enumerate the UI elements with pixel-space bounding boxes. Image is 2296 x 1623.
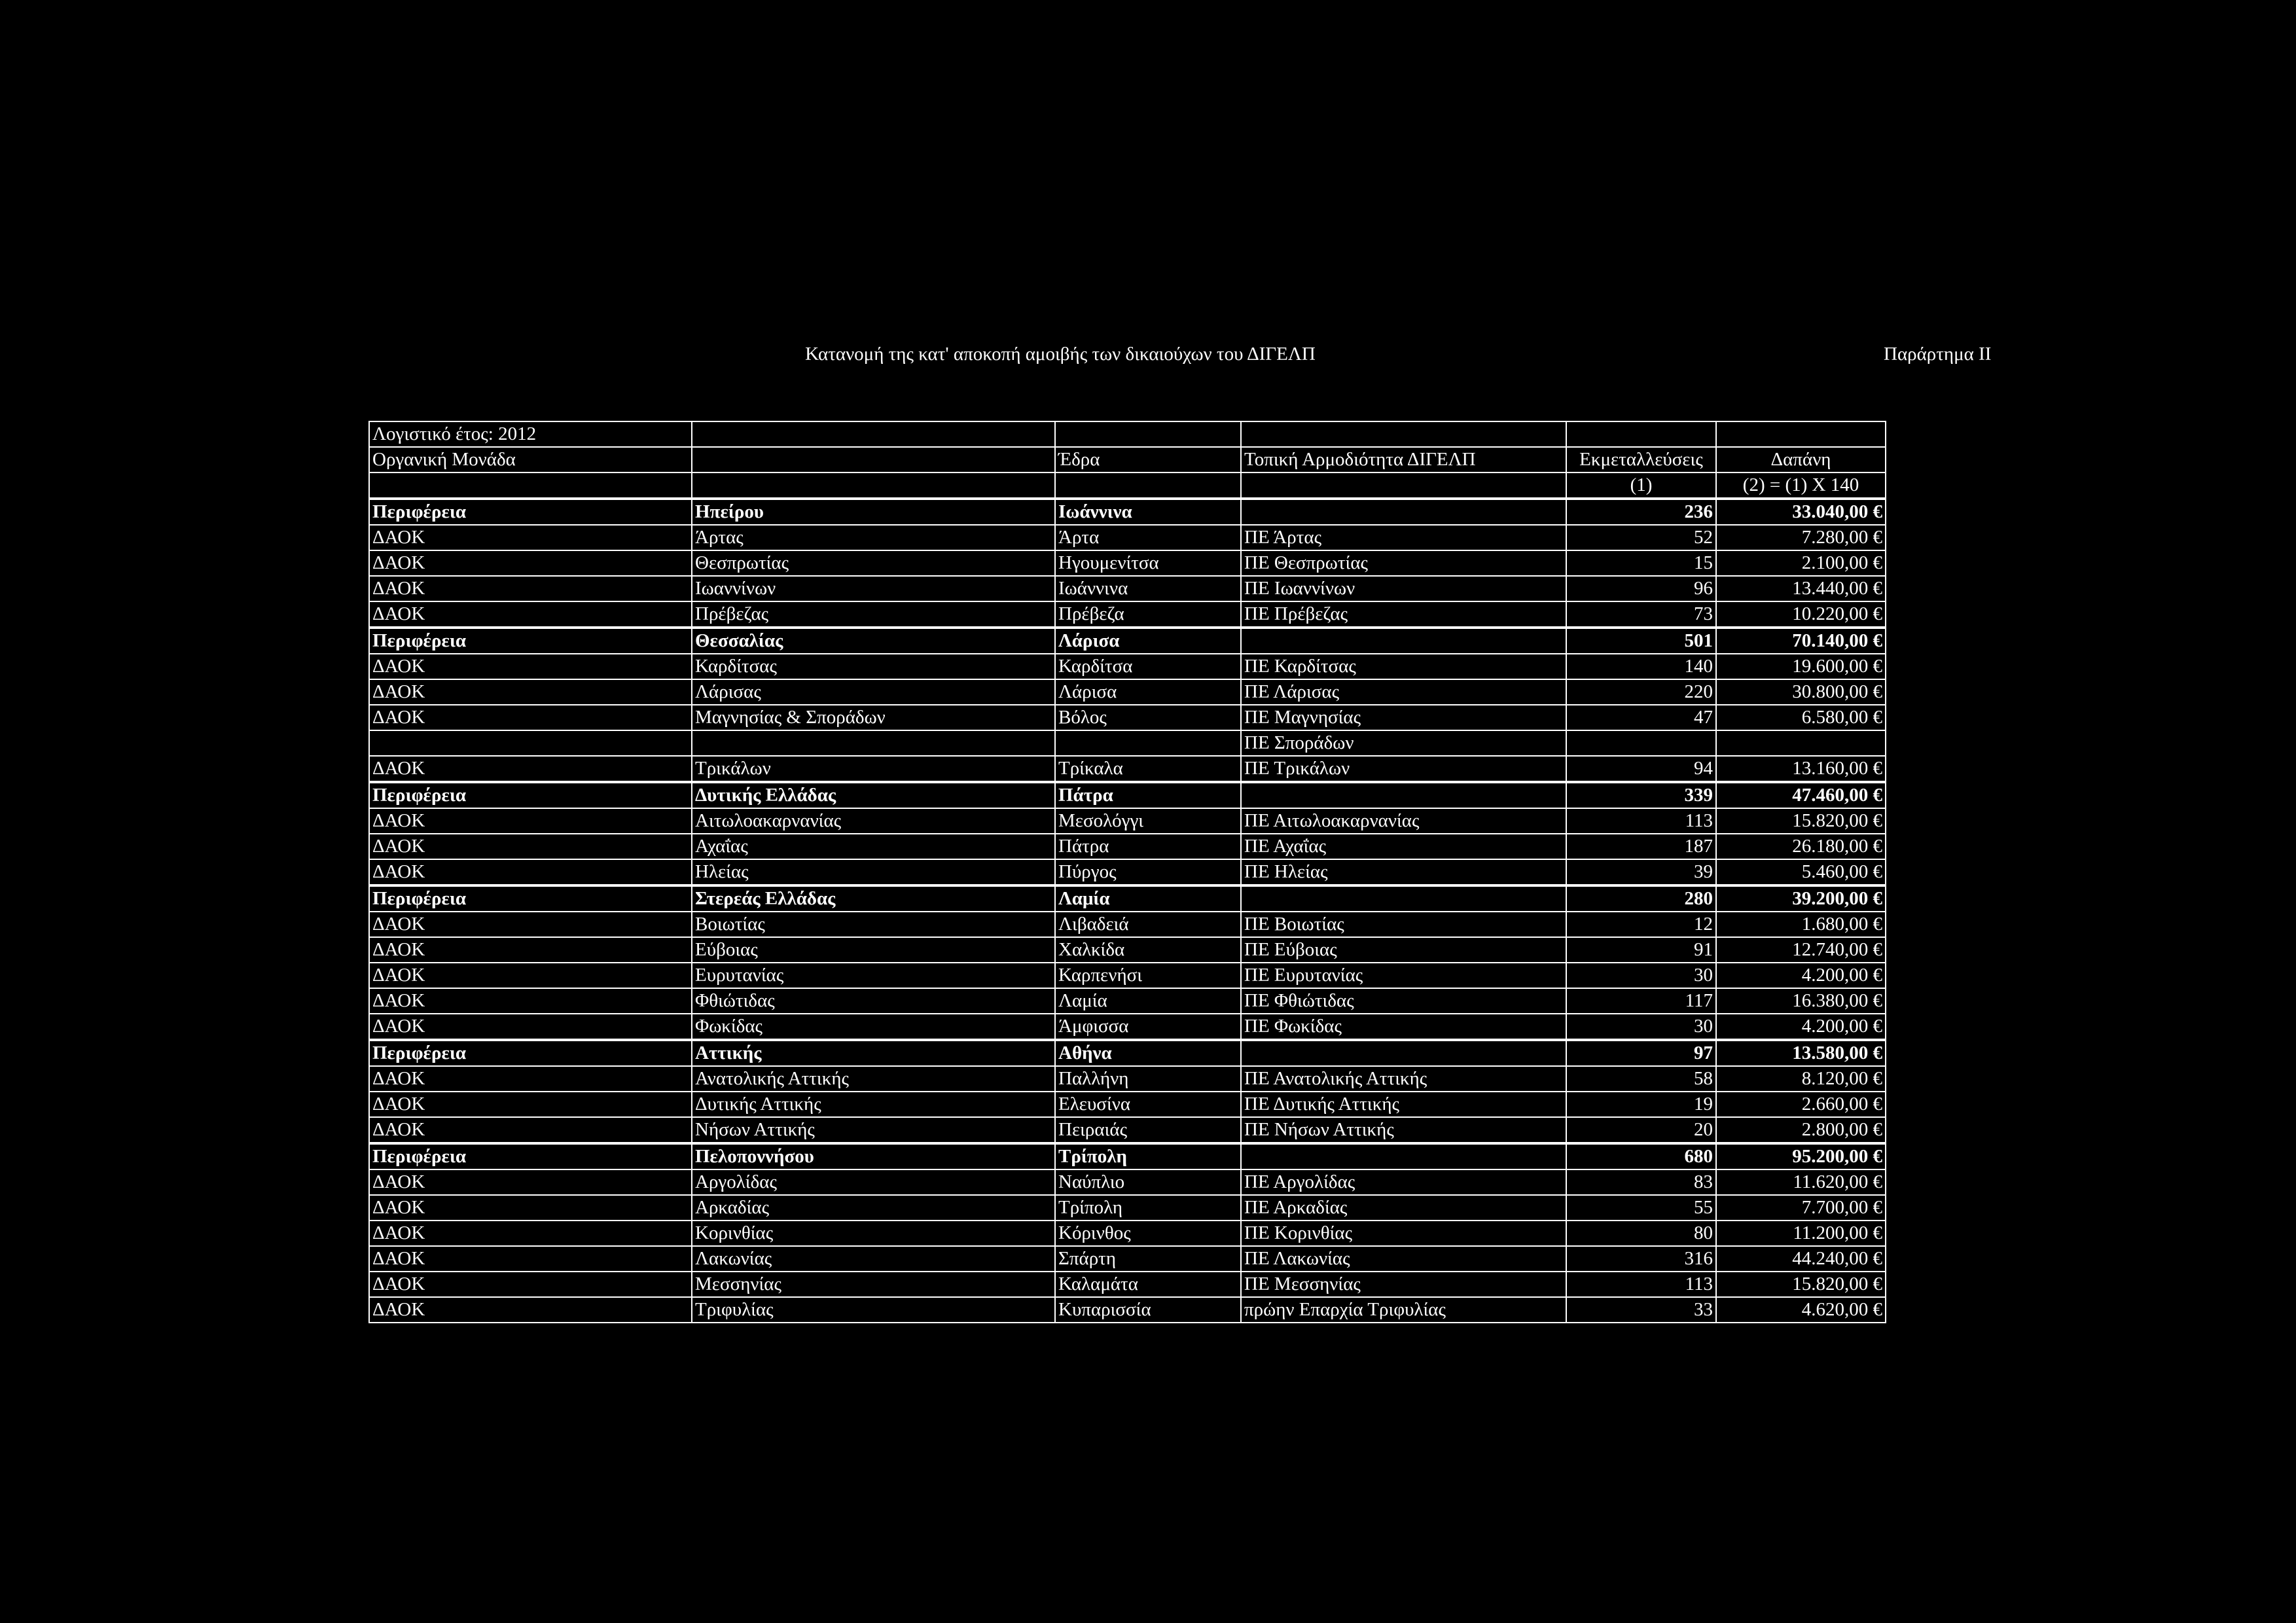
table-row (369, 576, 1886, 601)
seat-cell: Καρπενήσι (1055, 963, 1241, 988)
unit-cell: ΔΑΟΚ (369, 937, 692, 963)
unit-cell: ΔΑΟΚ (369, 1246, 692, 1272)
cost-cell: 10.220,00 € (1716, 601, 1886, 628)
header-cell: Εκμεταλλεύσεις (1566, 447, 1716, 473)
jurisdiction-cell: ΠΕ Ανατολικής Αττικής (1241, 1066, 1566, 1092)
seat-cell: Ελευσίνα (1055, 1092, 1241, 1117)
header-cell (692, 421, 1055, 447)
seat-cell: Μεσολόγγι (1055, 808, 1241, 834)
cost-cell: 19.600,00 € (1716, 654, 1886, 679)
table-row (369, 601, 1886, 628)
name-cell: Τριφυλίας (692, 1297, 1055, 1323)
table-row (369, 679, 1886, 705)
seat-cell: Βόλος (1055, 705, 1241, 730)
seat-cell: Κόρινθος (1055, 1221, 1241, 1246)
name-cell: Μεσσηνίας (692, 1272, 1055, 1297)
header-cell: Οργανική Μονάδα (369, 447, 692, 473)
name-cell: Φθιώτιδας (692, 988, 1055, 1014)
table-row (369, 525, 1886, 550)
header-cell: Έδρα (1055, 447, 1241, 473)
name-cell: Καρδίτσας (692, 654, 1055, 679)
header-cell (1241, 473, 1566, 499)
cost-cell: 95.200,00 € (1716, 1143, 1886, 1169)
table-row (369, 1297, 1886, 1323)
unit-cell (369, 730, 692, 756)
cost-cell: 47.460,00 € (1716, 782, 1886, 808)
table-row (369, 1169, 1886, 1195)
jurisdiction-cell: ΠΕ Αιτωλοακαρνανίας (1241, 808, 1566, 834)
holdings-cell: 140 (1566, 654, 1716, 679)
jurisdiction-cell: ΠΕ Λακωνίας (1241, 1246, 1566, 1272)
holdings-cell: 39 (1566, 859, 1716, 885)
cost-cell: 11.620,00 € (1716, 1169, 1886, 1195)
cost-cell: 4.620,00 € (1716, 1297, 1886, 1323)
name-cell: Λάρισας (692, 679, 1055, 705)
name-cell: Ανατολικής Αττικής (692, 1066, 1055, 1092)
holdings-cell: 30 (1566, 963, 1716, 988)
jurisdiction-cell: ΠΕ Αχαΐας (1241, 834, 1566, 859)
jurisdiction-cell: ΠΕ Ηλείας (1241, 859, 1566, 885)
jurisdiction-cell: ΠΕ Λάρισας (1241, 679, 1566, 705)
jurisdiction-cell: ΠΕ Μαγνησίας (1241, 705, 1566, 730)
unit-cell: ΔΑΟΚ (369, 1297, 692, 1323)
cost-cell: 15.820,00 € (1716, 1272, 1886, 1297)
holdings-cell: 73 (1566, 601, 1716, 628)
jurisdiction-cell: ΠΕ Αργολίδας (1241, 1169, 1566, 1195)
name-cell: Λακωνίας (692, 1246, 1055, 1272)
holdings-cell: 52 (1566, 525, 1716, 550)
cost-cell: 16.380,00 € (1716, 988, 1886, 1014)
cost-cell: 4.200,00 € (1716, 963, 1886, 988)
cost-cell: 1.680,00 € (1716, 912, 1886, 937)
jurisdiction-cell: ΠΕ Τρικάλων (1241, 756, 1566, 782)
unit-cell: ΔΑΟΚ (369, 1169, 692, 1195)
holdings-cell: 33 (1566, 1297, 1716, 1323)
unit-cell: ΔΑΟΚ (369, 705, 692, 730)
table-row (369, 859, 1886, 885)
allocation-table (368, 421, 1886, 1323)
jurisdiction-cell: ΠΕ Ευρυτανίας (1241, 963, 1566, 988)
seat-cell: Κυπαρισσία (1055, 1297, 1241, 1323)
seat-cell: Άμφισσα (1055, 1014, 1241, 1040)
cost-cell: 13.440,00 € (1716, 576, 1886, 601)
table-row (369, 834, 1886, 859)
cost-cell: 5.460,00 € (1716, 859, 1886, 885)
table-row (369, 1092, 1886, 1117)
header-cell: (2) = (1) Χ 140 (1716, 473, 1886, 499)
name-cell: Φωκίδας (692, 1014, 1055, 1040)
holdings-cell: 113 (1566, 1272, 1716, 1297)
unit-cell: ΔΑΟΚ (369, 1066, 692, 1092)
holdings-cell: 12 (1566, 912, 1716, 937)
unit-cell: ΔΑΟΚ (369, 1272, 692, 1297)
seat-cell: Πύργος (1055, 859, 1241, 885)
holdings-cell: 15 (1566, 550, 1716, 576)
name-cell: Ηπείρου (692, 499, 1055, 525)
name-cell: Αττικής (692, 1040, 1055, 1066)
holdings-cell: 187 (1566, 834, 1716, 859)
jurisdiction-cell (1241, 885, 1566, 912)
name-cell: Θεσσαλίας (692, 628, 1055, 654)
unit-cell: ΔΑΟΚ (369, 550, 692, 576)
name-cell: Ιωαννίνων (692, 576, 1055, 601)
unit-cell: Περιφέρεια (369, 885, 692, 912)
seat-cell: Άρτα (1055, 525, 1241, 550)
unit-cell: Περιφέρεια (369, 782, 692, 808)
holdings-cell: 94 (1566, 756, 1716, 782)
seat-cell: Λαμία (1055, 885, 1241, 912)
unit-cell: ΔΑΟΚ (369, 576, 692, 601)
header-cell: Τοπική Αρμοδιότητα ΔΙΓΕΛΠ (1241, 447, 1566, 473)
unit-cell: ΔΑΟΚ (369, 1195, 692, 1221)
seat-cell: Παλλήνη (1055, 1066, 1241, 1092)
unit-cell: ΔΑΟΚ (369, 912, 692, 937)
region-row (369, 1143, 1886, 1169)
table-row (369, 730, 1886, 756)
cost-cell: 8.120,00 € (1716, 1066, 1886, 1092)
cost-cell: 15.820,00 € (1716, 808, 1886, 834)
jurisdiction-cell: ΠΕ Ιωαννίνων (1241, 576, 1566, 601)
seat-cell: Καλαμάτα (1055, 1272, 1241, 1297)
region-row (369, 782, 1886, 808)
holdings-cell: 80 (1566, 1221, 1716, 1246)
table-row (369, 912, 1886, 937)
seat-cell: Λάρισα (1055, 679, 1241, 705)
name-cell: Πρέβεζας (692, 601, 1055, 628)
unit-cell: ΔΑΟΚ (369, 808, 692, 834)
holdings-cell: 680 (1566, 1143, 1716, 1169)
table-row (369, 808, 1886, 834)
cost-cell: 7.280,00 € (1716, 525, 1886, 550)
unit-cell: ΔΑΟΚ (369, 963, 692, 988)
holdings-cell: 236 (1566, 499, 1716, 525)
unit-cell: ΔΑΟΚ (369, 859, 692, 885)
jurisdiction-cell: ΠΕ Μεσσηνίας (1241, 1272, 1566, 1297)
unit-cell: ΔΑΟΚ (369, 654, 692, 679)
table-row (369, 1066, 1886, 1092)
jurisdiction-cell (1241, 499, 1566, 525)
unit-cell: ΔΑΟΚ (369, 988, 692, 1014)
seat-cell: Ιωάννινα (1055, 499, 1241, 525)
name-cell: Στερεάς Ελλάδας (692, 885, 1055, 912)
holdings-cell: 316 (1566, 1246, 1716, 1272)
unit-cell: ΔΑΟΚ (369, 1117, 692, 1143)
cost-cell: 39.200,00 € (1716, 885, 1886, 912)
table-row (369, 1221, 1886, 1246)
jurisdiction-cell: πρώην Επαρχία Τριφυλίας (1241, 1297, 1566, 1323)
jurisdiction-cell: ΠΕ Θεσπρωτίας (1241, 550, 1566, 576)
region-row (369, 499, 1886, 525)
jurisdiction-cell: ΠΕ Πρέβεζας (1241, 601, 1566, 628)
unit-cell: ΔΑΟΚ (369, 1092, 692, 1117)
holdings-cell: 280 (1566, 885, 1716, 912)
cost-cell: 26.180,00 € (1716, 834, 1886, 859)
table-body (369, 421, 1886, 1323)
table-row (369, 1272, 1886, 1297)
name-cell: Ευρυτανίας (692, 963, 1055, 988)
table-row (369, 1014, 1886, 1040)
jurisdiction-cell: ΠΕ Καρδίτσας (1241, 654, 1566, 679)
header-cell (1566, 421, 1716, 447)
header-cell (692, 473, 1055, 499)
table-row (369, 756, 1886, 782)
annex-label: Παράρτημα ΙΙ (1884, 344, 1992, 365)
cost-cell: 13.580,00 € (1716, 1040, 1886, 1066)
seat-cell: Ηγουμενίτσα (1055, 550, 1241, 576)
unit-cell: ΔΑΟΚ (369, 1014, 692, 1040)
jurisdiction-cell: ΠΕ Βοιωτίας (1241, 912, 1566, 937)
region-row (369, 885, 1886, 912)
name-cell: Αχαΐας (692, 834, 1055, 859)
cost-cell: 33.040,00 € (1716, 499, 1886, 525)
document-title: Κατανομή της κατ' αποκοπή αμοιβής των δικαιούχων του ΔΙΓΕΛΠ (805, 344, 1316, 365)
holdings-cell: 220 (1566, 679, 1716, 705)
seat-cell: Ναύπλιο (1055, 1169, 1241, 1195)
jurisdiction-cell: ΠΕ Κορινθίας (1241, 1221, 1566, 1246)
seat-cell: Τρίπολη (1055, 1195, 1241, 1221)
header-cell (1716, 421, 1886, 447)
unit-cell: Περιφέρεια (369, 1143, 692, 1169)
region-row (369, 628, 1886, 654)
jurisdiction-cell: ΠΕ Φθιώτιδας (1241, 988, 1566, 1014)
name-cell: Αργολίδας (692, 1169, 1055, 1195)
seat-cell: Ιωάννινα (1055, 576, 1241, 601)
holdings-cell: 97 (1566, 1040, 1716, 1066)
holdings-cell: 30 (1566, 1014, 1716, 1040)
header-cell: Λογιστικό έτος: 2012 (369, 421, 692, 447)
jurisdiction-cell: ΠΕ Εύβοιας (1241, 937, 1566, 963)
cost-cell: 70.140,00 € (1716, 628, 1886, 654)
header-row (369, 473, 1886, 499)
cost-cell: 6.580,00 € (1716, 705, 1886, 730)
name-cell: Αιτωλοακαρνανίας (692, 808, 1055, 834)
holdings-cell: 96 (1566, 576, 1716, 601)
holdings-cell: 58 (1566, 1066, 1716, 1092)
name-cell: Αρκαδίας (692, 1195, 1055, 1221)
jurisdiction-cell (1241, 628, 1566, 654)
name-cell: Κορινθίας (692, 1221, 1055, 1246)
cost-cell (1716, 730, 1886, 756)
table-row (369, 1246, 1886, 1272)
holdings-cell: 47 (1566, 705, 1716, 730)
unit-cell: Περιφέρεια (369, 1040, 692, 1066)
holdings-cell: 113 (1566, 808, 1716, 834)
unit-cell: ΔΑΟΚ (369, 1221, 692, 1246)
cost-cell: 2.660,00 € (1716, 1092, 1886, 1117)
jurisdiction-cell: ΠΕ Άρτας (1241, 525, 1566, 550)
name-cell: Δυτικής Αττικής (692, 1092, 1055, 1117)
holdings-cell: 501 (1566, 628, 1716, 654)
seat-cell (1055, 730, 1241, 756)
jurisdiction-cell: ΠΕ Αρκαδίας (1241, 1195, 1566, 1221)
header-cell (1055, 473, 1241, 499)
table-row (369, 1195, 1886, 1221)
table-row (369, 550, 1886, 576)
seat-cell: Χαλκίδα (1055, 937, 1241, 963)
holdings-cell: 20 (1566, 1117, 1716, 1143)
name-cell (692, 730, 1055, 756)
header-row (369, 447, 1886, 473)
jurisdiction-cell: ΠΕ Φωκίδας (1241, 1014, 1566, 1040)
header-cell (1055, 421, 1241, 447)
holdings-cell: 83 (1566, 1169, 1716, 1195)
name-cell: Άρτας (692, 525, 1055, 550)
holdings-cell (1566, 730, 1716, 756)
table-row (369, 988, 1886, 1014)
seat-cell: Καρδίτσα (1055, 654, 1241, 679)
seat-cell: Τρίπολη (1055, 1143, 1241, 1169)
name-cell: Ηλείας (692, 859, 1055, 885)
seat-cell: Πάτρα (1055, 782, 1241, 808)
holdings-cell: 117 (1566, 988, 1716, 1014)
unit-cell: ΔΑΟΚ (369, 756, 692, 782)
jurisdiction-cell: ΠΕ Δυτικής Αττικής (1241, 1092, 1566, 1117)
table-row (369, 705, 1886, 730)
cost-cell: 11.200,00 € (1716, 1221, 1886, 1246)
unit-cell: ΔΑΟΚ (369, 679, 692, 705)
name-cell: Πελοποννήσου (692, 1143, 1055, 1169)
seat-cell: Τρίκαλα (1055, 756, 1241, 782)
cost-cell: 2.800,00 € (1716, 1117, 1886, 1143)
seat-cell: Πρέβεζα (1055, 601, 1241, 628)
holdings-cell: 339 (1566, 782, 1716, 808)
jurisdiction-cell: ΠΕ Σποράδων (1241, 730, 1566, 756)
unit-cell: Περιφέρεια (369, 499, 692, 525)
header-cell (1241, 421, 1566, 447)
holdings-cell: 91 (1566, 937, 1716, 963)
region-row (369, 1040, 1886, 1066)
cost-cell: 12.740,00 € (1716, 937, 1886, 963)
jurisdiction-cell (1241, 1143, 1566, 1169)
name-cell: Εύβοιας (692, 937, 1055, 963)
table-row (369, 654, 1886, 679)
table-row (369, 1117, 1886, 1143)
seat-cell: Λάρισα (1055, 628, 1241, 654)
jurisdiction-cell (1241, 1040, 1566, 1066)
unit-cell: ΔΑΟΚ (369, 834, 692, 859)
name-cell: Θεσπρωτίας (692, 550, 1055, 576)
name-cell: Βοιωτίας (692, 912, 1055, 937)
seat-cell: Πάτρα (1055, 834, 1241, 859)
unit-cell: ΔΑΟΚ (369, 525, 692, 550)
cost-cell: 30.800,00 € (1716, 679, 1886, 705)
cost-cell: 13.160,00 € (1716, 756, 1886, 782)
jurisdiction-cell (1241, 782, 1566, 808)
seat-cell: Λαμία (1055, 988, 1241, 1014)
holdings-cell: 55 (1566, 1195, 1716, 1221)
jurisdiction-cell: ΠΕ Νήσων Αττικής (1241, 1117, 1566, 1143)
holdings-cell: 19 (1566, 1092, 1716, 1117)
cost-cell: 44.240,00 € (1716, 1246, 1886, 1272)
seat-cell: Αθήνα (1055, 1040, 1241, 1066)
seat-cell: Λιβαδειά (1055, 912, 1241, 937)
header-cell: (1) (1566, 473, 1716, 499)
header-cell (692, 447, 1055, 473)
header-cell: Δαπάνη (1716, 447, 1886, 473)
cost-cell: 2.100,00 € (1716, 550, 1886, 576)
seat-cell: Πειραιάς (1055, 1117, 1241, 1143)
cost-cell: 7.700,00 € (1716, 1195, 1886, 1221)
header-cell (369, 473, 692, 499)
table-row (369, 963, 1886, 988)
name-cell: Νήσων Αττικής (692, 1117, 1055, 1143)
header-row (369, 421, 1886, 447)
seat-cell: Σπάρτη (1055, 1246, 1241, 1272)
unit-cell: Περιφέρεια (369, 628, 692, 654)
name-cell: Δυτικής Ελλάδας (692, 782, 1055, 808)
name-cell: Μαγνησίας & Σποράδων (692, 705, 1055, 730)
cost-cell: 4.200,00 € (1716, 1014, 1886, 1040)
name-cell: Τρικάλων (692, 756, 1055, 782)
table-row (369, 937, 1886, 963)
unit-cell: ΔΑΟΚ (369, 601, 692, 628)
